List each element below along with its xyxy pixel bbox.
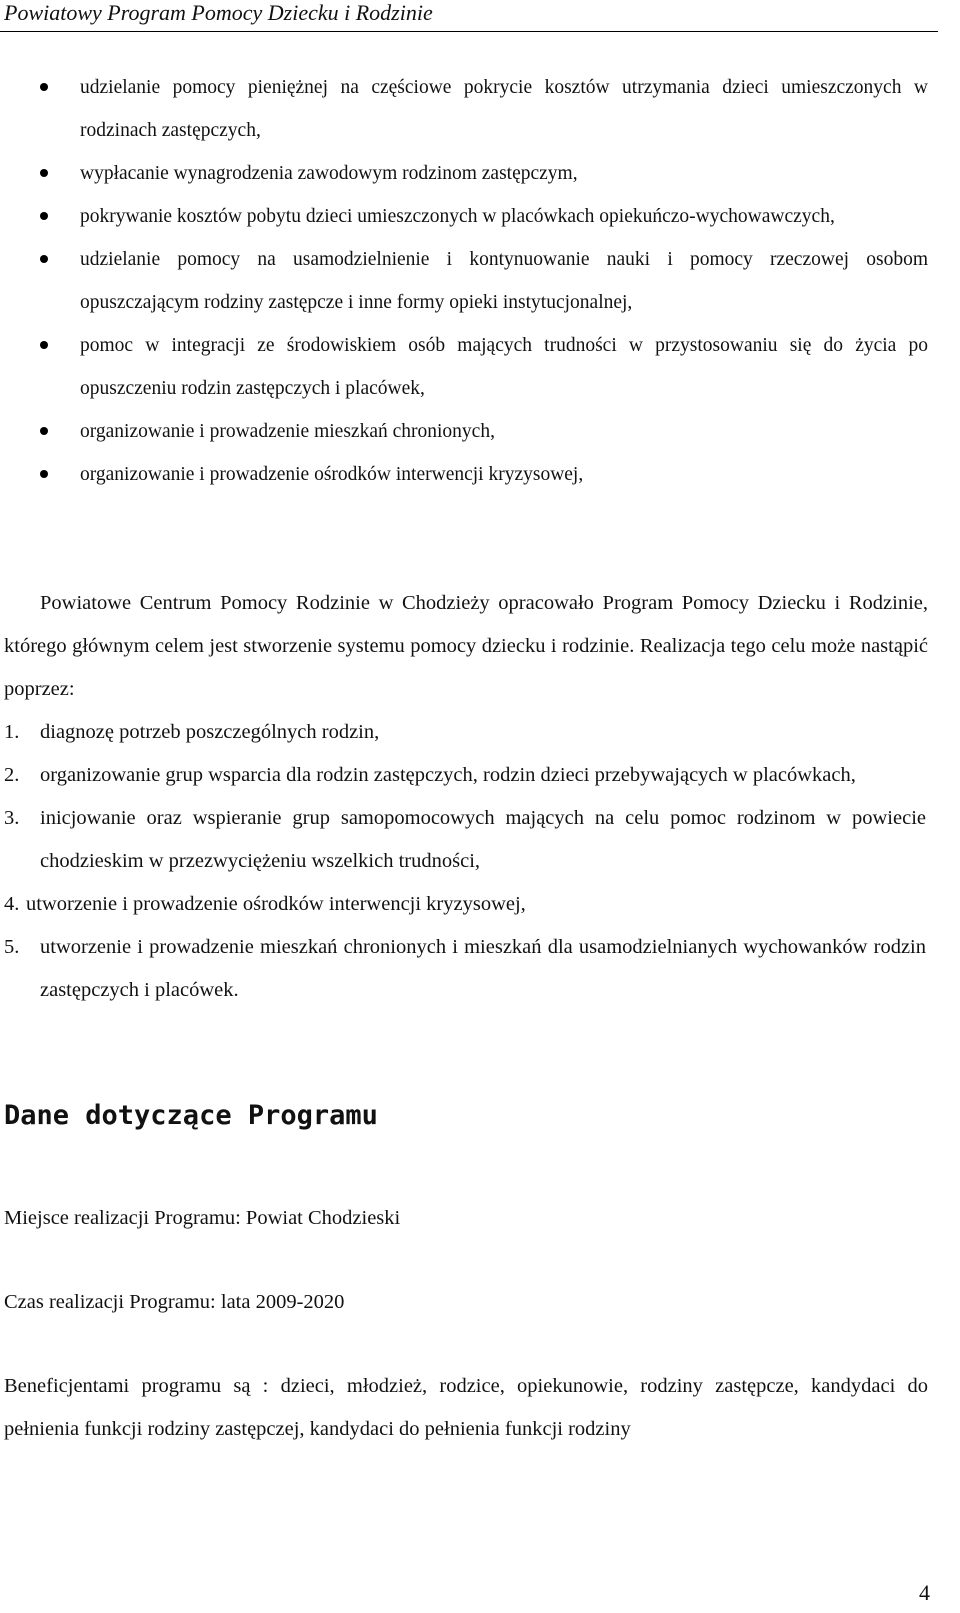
beneficiaries-paragraph: Beneficjentami programu są : dzieci, młodzież, rodzice, opiekunowie, rodziny zastępcze, kandydaci do pełnienia funkcji rodziny zastępczej, kandydaci do pełnienia funkcji rodziny bbox=[4, 1375, 928, 1440]
list-item bbox=[0, 195, 928, 238]
page-number: 4 bbox=[919, 1580, 930, 1605]
numbered-item bbox=[0, 711, 926, 754]
list-item-text: pomoc w integracji ze środowiskiem osób mających trudności w przystosowaniu się do życia po opuszczeniu rodzin zastępczych i placówek, bbox=[80, 335, 928, 399]
list-item bbox=[0, 66, 928, 152]
bullet-icon bbox=[40, 255, 48, 263]
item-number: 3. bbox=[4, 807, 20, 829]
list-item-text: udzielanie pomocy na usamodzielnienie i kontynuowanie nauki i pomocy rzeczowej osobom opuszczającym rodziny zastępcze i inne formy opieki instytucjonalnej, bbox=[80, 249, 928, 313]
bullet-icon bbox=[40, 169, 48, 177]
item-number: 5. bbox=[4, 936, 20, 958]
numbered-item bbox=[0, 883, 912, 926]
section-title: Dane dotyczące Programu bbox=[4, 1100, 378, 1131]
bullet-icon bbox=[40, 341, 48, 349]
list-item-text: organizowanie i prowadzenie mieszkań chronionych, bbox=[80, 421, 495, 442]
item-text: diagnozę potrzeb poszczególnych rodzin, bbox=[40, 721, 380, 743]
item-number: 4. bbox=[4, 893, 20, 915]
numbered-item bbox=[0, 797, 926, 883]
list-item bbox=[0, 453, 928, 496]
item-number: 2. bbox=[4, 764, 20, 786]
list-item-text: organizowanie i prowadzenie ośrodków interwencji kryzysowej, bbox=[80, 464, 584, 485]
list-item-text: udzielanie pomocy pieniężnej na częściowe pokrycie kosztów utrzymania dzieci umieszczonych w rodzinach zastępczych, bbox=[80, 77, 928, 141]
header-divider bbox=[0, 31, 938, 32]
program-period: Czas realizacji Programu: lata 2009-2020 bbox=[4, 1291, 345, 1313]
list-item bbox=[0, 238, 928, 324]
item-text: utworzenie i prowadzenie ośrodków interwencji kryzysowej, bbox=[26, 893, 526, 915]
list-item bbox=[0, 410, 928, 453]
list-item-text: wypłacanie wynagrodzenia zawodowym rodzinom zastępczym, bbox=[80, 163, 578, 184]
numbered-item bbox=[0, 926, 926, 1012]
page-header-title: Powiatowy Program Pomocy Dziecku i Rodzinie bbox=[4, 0, 433, 25]
program-location: Miejsce realizacji Programu: Powiat Chodzieski bbox=[4, 1207, 401, 1229]
item-text: utworzenie i prowadzenie mieszkań chronionych i mieszkań dla usamodzielnianych wychowanków rodzin zastępczych i placówek. bbox=[40, 936, 926, 1001]
item-text: inicjowanie oraz wspieranie grup samopomocowych mających na celu pomoc rodzinom w powiecie chodzieskim w przezwyciężeniu wszelkich trudności, bbox=[40, 807, 926, 872]
numbered-item bbox=[0, 754, 926, 797]
list-item bbox=[0, 324, 928, 410]
bullet-icon bbox=[40, 83, 48, 91]
bullet-list bbox=[0, 66, 960, 496]
list-item bbox=[0, 152, 928, 195]
bullet-icon bbox=[40, 470, 48, 478]
intro-paragraph: Powiatowe Centrum Pomocy Rodzinie w Chodzieży opracowało Program Pomocy Dziecku i Rodzinie, którego głównym celem jest stworzenie systemu pomocy dziecku i rodzinie. Realizacja tego celu może nastąpić poprzez: bbox=[4, 592, 928, 700]
bullet-icon bbox=[40, 212, 48, 220]
item-text: organizowanie grup wsparcia dla rodzin zastępczych, rodzin dzieci przebywających w placówkach, bbox=[40, 764, 856, 786]
list-item-text: pokrywanie kosztów pobytu dzieci umieszczonych w placówkach opiekuńczo-wychowawczych, bbox=[80, 206, 835, 227]
numbered-list bbox=[0, 711, 960, 1012]
item-number: 1. bbox=[4, 721, 20, 743]
bullet-icon bbox=[40, 427, 48, 435]
